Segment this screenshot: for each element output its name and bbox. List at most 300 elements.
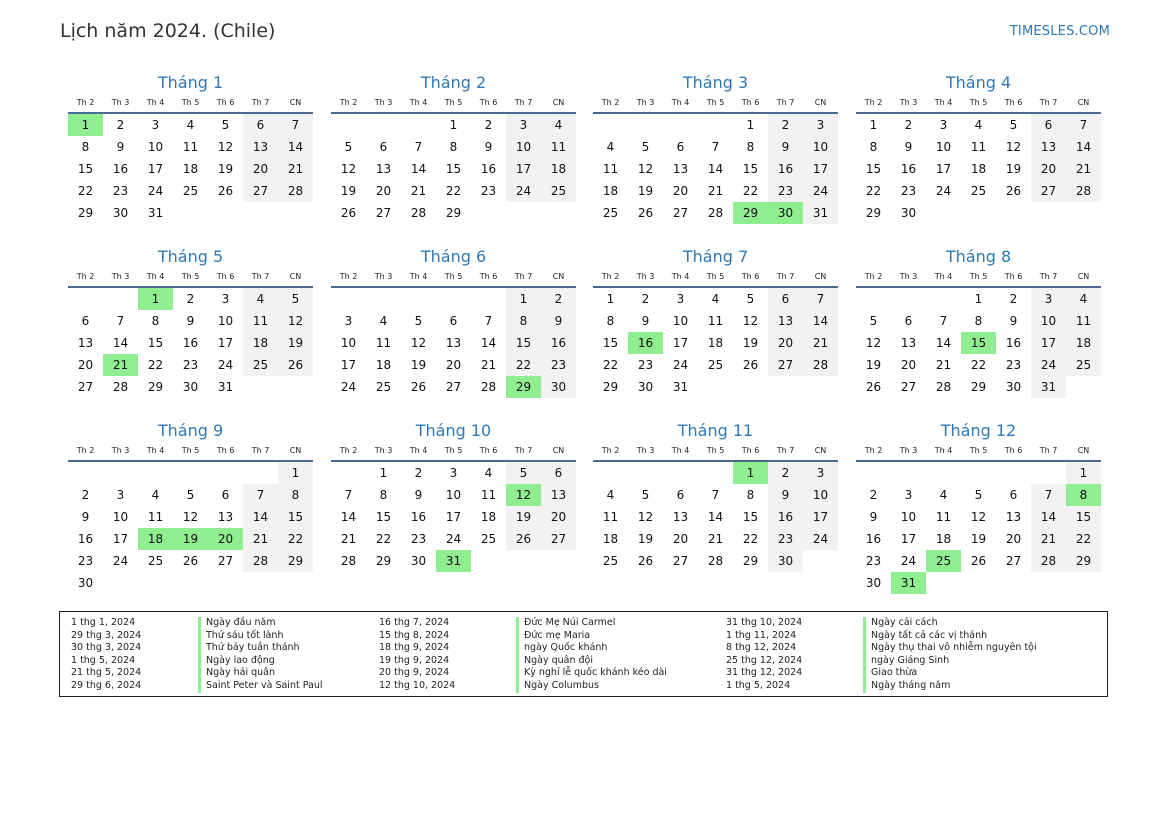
day-cell[interactable]: 15	[147, 336, 164, 350]
day-cell[interactable]: 18	[541, 158, 576, 180]
day-cell[interactable]: 25	[707, 358, 724, 372]
day-cell[interactable]: 19	[506, 506, 541, 528]
day-cell[interactable]: 8	[606, 314, 615, 328]
day-cell[interactable]: 10	[803, 484, 838, 506]
day-cell[interactable]: 2	[641, 292, 650, 306]
day-cell[interactable]: 20	[445, 358, 462, 372]
day-cell[interactable]: 20	[541, 506, 576, 528]
day-cell[interactable]: 5	[414, 314, 423, 328]
day-cell[interactable]: 18	[602, 184, 619, 198]
day-cell[interactable]: 9	[484, 140, 493, 154]
day-cell[interactable]: 16	[768, 158, 803, 180]
day-cell[interactable]: 1	[379, 466, 388, 480]
day-cell[interactable]: 22	[445, 184, 462, 198]
day-cell[interactable]: 4	[243, 288, 278, 310]
day-cell[interactable]: 1	[1066, 462, 1101, 484]
day-cell[interactable]: 25	[147, 554, 164, 568]
day-cell[interactable]: 30	[768, 550, 803, 572]
day-cell[interactable]: 5	[344, 140, 353, 154]
day-cell[interactable]: 5	[506, 462, 541, 484]
day-cell[interactable]: 10	[506, 136, 541, 158]
day-cell[interactable]: 3	[506, 114, 541, 136]
day-cell[interactable]: 18	[375, 358, 392, 372]
day-cell[interactable]: 9	[116, 140, 125, 154]
day-cell[interactable]: 8	[506, 310, 541, 332]
day-cell[interactable]: 24	[803, 180, 838, 202]
day-cell[interactable]: 7	[484, 314, 493, 328]
day-cell[interactable]: 16	[410, 510, 427, 524]
day-cell[interactable]: 8	[746, 488, 755, 502]
day-cell[interactable]: 18	[480, 510, 497, 524]
day-cell[interactable]: 23	[768, 180, 803, 202]
day-cell[interactable]: 5	[869, 314, 878, 328]
day-cell[interactable]: 31	[147, 206, 164, 220]
day-cell[interactable]: 4	[379, 314, 388, 328]
day-cell[interactable]: 2	[1009, 292, 1018, 306]
day-cell[interactable]: 15	[742, 510, 759, 524]
day-cell[interactable]: 10	[147, 140, 164, 154]
day-cell[interactable]: 20	[77, 358, 94, 372]
day-cell[interactable]: 24	[900, 554, 917, 568]
day-cell[interactable]: 15	[278, 506, 313, 528]
day-cell[interactable]: 8	[746, 140, 755, 154]
day-cell[interactable]: 9	[768, 484, 803, 506]
day-cell[interactable]: 27	[1005, 554, 1022, 568]
day-cell[interactable]: 7	[278, 114, 313, 136]
day-cell[interactable]: 16	[1005, 336, 1022, 350]
day-cell[interactable]: 13	[768, 310, 803, 332]
day-cell[interactable]: 4	[151, 488, 160, 502]
day-cell[interactable]: 27	[243, 180, 278, 202]
holiday-cell[interactable]: 8	[1066, 484, 1101, 506]
day-cell[interactable]: 30	[182, 380, 199, 394]
day-cell[interactable]: 11	[243, 310, 278, 332]
day-cell[interactable]: 3	[344, 314, 353, 328]
day-cell[interactable]: 16	[480, 162, 497, 176]
day-cell[interactable]: 27	[1031, 180, 1066, 202]
day-cell[interactable]: 4	[606, 140, 615, 154]
day-cell[interactable]: 14	[935, 336, 952, 350]
day-cell[interactable]: 27	[672, 554, 689, 568]
day-cell[interactable]: 4	[939, 488, 948, 502]
day-cell[interactable]: 14	[278, 136, 313, 158]
day-cell[interactable]: 25	[182, 184, 199, 198]
day-cell[interactable]: 3	[1031, 288, 1066, 310]
day-cell[interactable]: 8	[869, 140, 878, 154]
day-cell[interactable]: 19	[410, 358, 427, 372]
day-cell[interactable]: 31	[1031, 376, 1066, 398]
day-cell[interactable]: 25	[1066, 354, 1101, 376]
holiday-cell[interactable]: 12	[506, 484, 541, 506]
day-cell[interactable]: 11	[707, 314, 724, 328]
day-cell[interactable]: 29	[445, 206, 462, 220]
day-cell[interactable]: 25	[602, 206, 619, 220]
day-cell[interactable]: 28	[480, 380, 497, 394]
day-cell[interactable]: 6	[676, 488, 685, 502]
day-cell[interactable]: 26	[1005, 184, 1022, 198]
holiday-cell[interactable]: 21	[103, 354, 138, 376]
day-cell[interactable]: 11	[541, 136, 576, 158]
holiday-cell[interactable]: 20	[208, 528, 243, 550]
day-cell[interactable]: 20	[672, 532, 689, 546]
day-cell[interactable]: 15	[375, 510, 392, 524]
day-cell[interactable]: 3	[221, 292, 230, 306]
day-cell[interactable]: 28	[803, 354, 838, 376]
day-cell[interactable]: 26	[970, 554, 987, 568]
day-cell[interactable]: 11	[602, 162, 619, 176]
day-cell[interactable]: 24	[147, 184, 164, 198]
day-cell[interactable]: 8	[974, 314, 983, 328]
day-cell[interactable]: 12	[217, 140, 234, 154]
holiday-cell[interactable]: 31	[436, 550, 471, 572]
holiday-cell[interactable]: 30	[768, 202, 803, 224]
day-cell[interactable]: 10	[340, 336, 357, 350]
day-cell[interactable]: 25	[602, 554, 619, 568]
day-cell[interactable]: 26	[217, 184, 234, 198]
day-cell[interactable]: 11	[935, 510, 952, 524]
day-cell[interactable]: 27	[541, 528, 576, 550]
day-cell[interactable]: 5	[746, 292, 755, 306]
day-cell[interactable]: 13	[900, 336, 917, 350]
day-cell[interactable]: 29	[970, 380, 987, 394]
holiday-cell[interactable]: 1	[68, 114, 103, 136]
day-cell[interactable]: 8	[449, 140, 458, 154]
day-cell[interactable]: 22	[147, 358, 164, 372]
day-cell[interactable]: 23	[410, 532, 427, 546]
day-cell[interactable]: 16	[541, 332, 576, 354]
day-cell[interactable]: 6	[541, 462, 576, 484]
day-cell[interactable]: 29	[602, 380, 619, 394]
day-cell[interactable]: 17	[112, 532, 129, 546]
day-cell[interactable]: 14	[340, 510, 357, 524]
brand-link[interactable]: TIMESLES.COM	[1009, 24, 1110, 39]
day-cell[interactable]: 17	[340, 358, 357, 372]
day-cell[interactable]: 8	[151, 314, 160, 328]
day-cell[interactable]: 30	[865, 576, 882, 590]
day-cell[interactable]: 22	[278, 528, 313, 550]
day-cell[interactable]: 2	[81, 488, 90, 502]
day-cell[interactable]: 1	[974, 292, 983, 306]
day-cell[interactable]: 15	[77, 162, 94, 176]
day-cell[interactable]: 1	[606, 292, 615, 306]
day-cell[interactable]: 28	[707, 206, 724, 220]
day-cell[interactable]: 1	[506, 288, 541, 310]
day-cell[interactable]: 18	[182, 162, 199, 176]
day-cell[interactable]: 19	[970, 532, 987, 546]
day-cell[interactable]: 13	[375, 162, 392, 176]
day-cell[interactable]: 21	[935, 358, 952, 372]
day-cell[interactable]: 30	[77, 576, 94, 590]
day-cell[interactable]: 20	[1005, 532, 1022, 546]
day-cell[interactable]: 21	[1066, 158, 1101, 180]
day-cell[interactable]: 1	[869, 118, 878, 132]
day-cell[interactable]: 9	[186, 314, 195, 328]
day-cell[interactable]: 21	[1031, 528, 1066, 550]
day-cell[interactable]: 13	[1005, 510, 1022, 524]
day-cell[interactable]: 10	[112, 510, 129, 524]
day-cell[interactable]: 9	[641, 314, 650, 328]
day-cell[interactable]: 10	[217, 314, 234, 328]
day-cell[interactable]: 18	[707, 336, 724, 350]
day-cell[interactable]: 23	[77, 554, 94, 568]
day-cell[interactable]: 14	[1066, 136, 1101, 158]
day-cell[interactable]: 22	[375, 532, 392, 546]
day-cell[interactable]: 14	[112, 336, 129, 350]
day-cell[interactable]: 3	[449, 466, 458, 480]
day-cell[interactable]: 13	[672, 162, 689, 176]
day-cell[interactable]: 22	[602, 358, 619, 372]
day-cell[interactable]: 6	[676, 140, 685, 154]
day-cell[interactable]: 27	[77, 380, 94, 394]
day-cell[interactable]: 23	[865, 554, 882, 568]
day-cell[interactable]: 28	[278, 180, 313, 202]
day-cell[interactable]: 17	[935, 162, 952, 176]
day-cell[interactable]: 13	[77, 336, 94, 350]
day-cell[interactable]: 4	[974, 118, 983, 132]
day-cell[interactable]: 24	[217, 358, 234, 372]
day-cell[interactable]: 6	[221, 488, 230, 502]
day-cell[interactable]: 30	[900, 206, 917, 220]
day-cell[interactable]: 6	[81, 314, 90, 328]
day-cell[interactable]: 3	[803, 114, 838, 136]
day-cell[interactable]: 5	[186, 488, 195, 502]
day-cell[interactable]: 17	[445, 510, 462, 524]
day-cell[interactable]: 25	[970, 184, 987, 198]
day-cell[interactable]: 19	[278, 332, 313, 354]
day-cell[interactable]: 10	[935, 140, 952, 154]
day-cell[interactable]: 4	[1066, 288, 1101, 310]
day-cell[interactable]: 13	[243, 136, 278, 158]
day-cell[interactable]: 29	[77, 206, 94, 220]
day-cell[interactable]: 11	[182, 140, 199, 154]
day-cell[interactable]: 17	[803, 158, 838, 180]
day-cell[interactable]: 26	[637, 206, 654, 220]
holiday-cell[interactable]: 18	[138, 528, 173, 550]
day-cell[interactable]: 22	[865, 184, 882, 198]
day-cell[interactable]: 20	[1031, 158, 1066, 180]
day-cell[interactable]: 14	[707, 162, 724, 176]
day-cell[interactable]: 18	[935, 532, 952, 546]
day-cell[interactable]: 23	[480, 184, 497, 198]
day-cell[interactable]: 23	[112, 184, 129, 198]
day-cell[interactable]: 12	[865, 336, 882, 350]
day-cell[interactable]: 5	[278, 288, 313, 310]
day-cell[interactable]: 15	[602, 336, 619, 350]
day-cell[interactable]: 20	[768, 332, 803, 354]
day-cell[interactable]: 19	[637, 532, 654, 546]
day-cell[interactable]: 20	[375, 184, 392, 198]
day-cell[interactable]: 7	[939, 314, 948, 328]
day-cell[interactable]: 20	[243, 158, 278, 180]
day-cell[interactable]: 13	[541, 484, 576, 506]
day-cell[interactable]: 28	[707, 554, 724, 568]
day-cell[interactable]: 22	[77, 184, 94, 198]
day-cell[interactable]: 9	[541, 310, 576, 332]
day-cell[interactable]: 25	[375, 380, 392, 394]
day-cell[interactable]: 9	[1009, 314, 1018, 328]
day-cell[interactable]: 24	[506, 180, 541, 202]
day-cell[interactable]: 24	[935, 184, 952, 198]
holiday-cell[interactable]: 19	[173, 528, 208, 550]
day-cell[interactable]: 9	[768, 136, 803, 158]
day-cell[interactable]: 3	[939, 118, 948, 132]
day-cell[interactable]: 11	[375, 336, 392, 350]
day-cell[interactable]: 13	[217, 510, 234, 524]
day-cell[interactable]: 16	[900, 162, 917, 176]
day-cell[interactable]: 17	[217, 336, 234, 350]
day-cell[interactable]: 23	[637, 358, 654, 372]
day-cell[interactable]: 29	[865, 206, 882, 220]
day-cell[interactable]: 31	[672, 380, 689, 394]
day-cell[interactable]: 26	[742, 358, 759, 372]
day-cell[interactable]: 21	[410, 184, 427, 198]
day-cell[interactable]: 4	[541, 114, 576, 136]
day-cell[interactable]: 8	[278, 484, 313, 506]
day-cell[interactable]: 12	[970, 510, 987, 524]
day-cell[interactable]: 14	[1031, 506, 1066, 528]
day-cell[interactable]: 7	[414, 140, 423, 154]
day-cell[interactable]: 4	[186, 118, 195, 132]
day-cell[interactable]: 2	[869, 488, 878, 502]
day-cell[interactable]: 14	[243, 506, 278, 528]
day-cell[interactable]: 2	[541, 288, 576, 310]
day-cell[interactable]: 30	[112, 206, 129, 220]
day-cell[interactable]: 2	[768, 462, 803, 484]
day-cell[interactable]: 5	[1009, 118, 1018, 132]
day-cell[interactable]: 23	[900, 184, 917, 198]
day-cell[interactable]: 2	[484, 118, 493, 132]
day-cell[interactable]: 7	[116, 314, 125, 328]
day-cell[interactable]: 6	[449, 314, 458, 328]
day-cell[interactable]: 16	[865, 532, 882, 546]
day-cell[interactable]: 10	[672, 314, 689, 328]
day-cell[interactable]: 4	[484, 466, 493, 480]
day-cell[interactable]: 25	[480, 532, 497, 546]
day-cell[interactable]: 13	[672, 510, 689, 524]
day-cell[interactable]: 14	[707, 510, 724, 524]
day-cell[interactable]: 28	[112, 380, 129, 394]
day-cell[interactable]: 1	[449, 118, 458, 132]
day-cell[interactable]: 5	[641, 140, 650, 154]
day-cell[interactable]: 17	[1031, 332, 1066, 354]
holiday-cell[interactable]: 15	[961, 332, 996, 354]
day-cell[interactable]: 22	[970, 358, 987, 372]
day-cell[interactable]: 20	[672, 184, 689, 198]
day-cell[interactable]: 10	[900, 510, 917, 524]
day-cell[interactable]: 23	[768, 528, 803, 550]
day-cell[interactable]: 8	[379, 488, 388, 502]
holiday-cell[interactable]: 25	[926, 550, 961, 572]
day-cell[interactable]: 12	[410, 336, 427, 350]
day-cell[interactable]: 4	[711, 292, 720, 306]
day-cell[interactable]: 12	[742, 314, 759, 328]
day-cell[interactable]: 9	[414, 488, 423, 502]
day-cell[interactable]: 3	[904, 488, 913, 502]
day-cell[interactable]: 15	[506, 332, 541, 354]
day-cell[interactable]: 23	[1005, 358, 1022, 372]
day-cell[interactable]: 2	[186, 292, 195, 306]
day-cell[interactable]: 29	[375, 554, 392, 568]
day-cell[interactable]: 29	[278, 550, 313, 572]
day-cell[interactable]: 23	[182, 358, 199, 372]
day-cell[interactable]: 17	[803, 506, 838, 528]
day-cell[interactable]: 24	[340, 380, 357, 394]
day-cell[interactable]: 11	[480, 488, 497, 502]
day-cell[interactable]: 27	[375, 206, 392, 220]
day-cell[interactable]: 19	[1005, 162, 1022, 176]
day-cell[interactable]: 30	[637, 380, 654, 394]
day-cell[interactable]: 12	[182, 510, 199, 524]
day-cell[interactable]: 18	[243, 332, 278, 354]
day-cell[interactable]: 21	[278, 158, 313, 180]
day-cell[interactable]: 11	[602, 510, 619, 524]
day-cell[interactable]: 5	[641, 488, 650, 502]
day-cell[interactable]: 22	[742, 184, 759, 198]
day-cell[interactable]: 16	[77, 532, 94, 546]
day-cell[interactable]: 22	[742, 532, 759, 546]
day-cell[interactable]: 9	[81, 510, 90, 524]
day-cell[interactable]: 16	[182, 336, 199, 350]
day-cell[interactable]: 28	[1066, 180, 1101, 202]
day-cell[interactable]: 14	[803, 310, 838, 332]
day-cell[interactable]: 21	[707, 532, 724, 546]
day-cell[interactable]: 28	[340, 554, 357, 568]
day-cell[interactable]: 12	[1005, 140, 1022, 154]
day-cell[interactable]: 10	[445, 488, 462, 502]
day-cell[interactable]: 26	[340, 206, 357, 220]
day-cell[interactable]: 21	[340, 532, 357, 546]
day-cell[interactable]: 6	[243, 114, 278, 136]
day-cell[interactable]: 24	[672, 358, 689, 372]
day-cell[interactable]: 7	[711, 140, 720, 154]
day-cell[interactable]: 7	[711, 488, 720, 502]
day-cell[interactable]: 25	[541, 180, 576, 202]
day-cell[interactable]: 20	[900, 358, 917, 372]
holiday-cell[interactable]: 1	[138, 288, 173, 310]
day-cell[interactable]: 26	[278, 354, 313, 376]
day-cell[interactable]: 7	[1066, 114, 1101, 136]
day-cell[interactable]: 26	[410, 380, 427, 394]
day-cell[interactable]: 30	[410, 554, 427, 568]
day-cell[interactable]: 6	[904, 314, 913, 328]
day-cell[interactable]: 19	[742, 336, 759, 350]
day-cell[interactable]: 28	[935, 380, 952, 394]
day-cell[interactable]: 17	[506, 158, 541, 180]
day-cell[interactable]: 26	[865, 380, 882, 394]
day-cell[interactable]: 15	[1066, 506, 1101, 528]
day-cell[interactable]: 21	[707, 184, 724, 198]
holiday-cell[interactable]: 29	[506, 376, 541, 398]
day-cell[interactable]: 6	[379, 140, 388, 154]
day-cell[interactable]: 27	[768, 354, 803, 376]
holiday-cell[interactable]: 29	[733, 202, 768, 224]
day-cell[interactable]: 6	[1031, 114, 1066, 136]
day-cell[interactable]: 29	[1066, 550, 1101, 572]
day-cell[interactable]: 19	[865, 358, 882, 372]
day-cell[interactable]: 12	[340, 162, 357, 176]
day-cell[interactable]: 31	[803, 202, 838, 224]
day-cell[interactable]: 7	[344, 488, 353, 502]
day-cell[interactable]: 19	[637, 184, 654, 198]
day-cell[interactable]: 3	[116, 488, 125, 502]
day-cell[interactable]: 14	[410, 162, 427, 176]
day-cell[interactable]: 26	[182, 554, 199, 568]
day-cell[interactable]: 11	[970, 140, 987, 154]
day-cell[interactable]: 17	[672, 336, 689, 350]
day-cell[interactable]: 28	[243, 550, 278, 572]
day-cell[interactable]: 3	[676, 292, 685, 306]
day-cell[interactable]: 19	[340, 184, 357, 198]
